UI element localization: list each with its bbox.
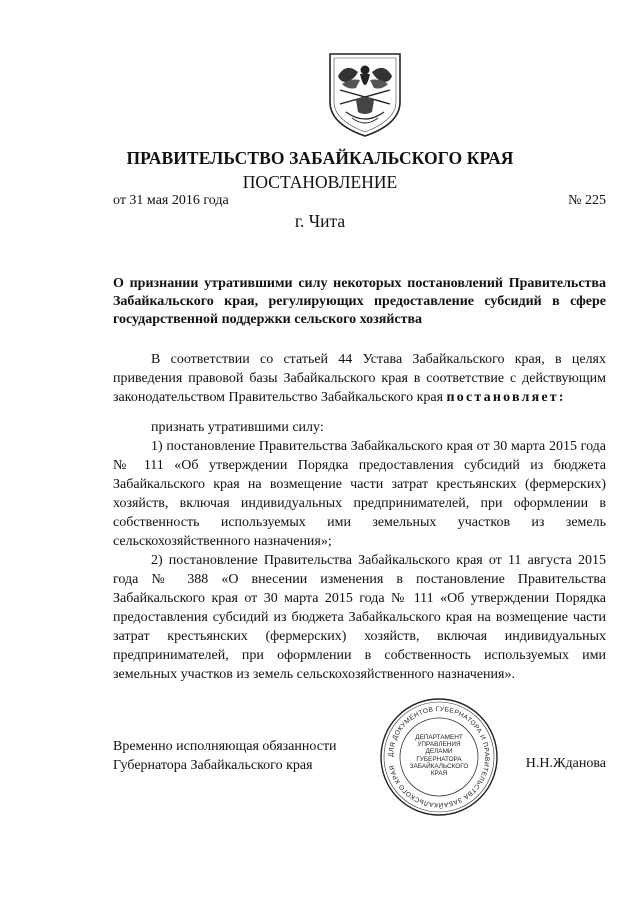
resolution-item-2: 2) постановление Правительства Забайкальского края от 11 августа 2015 года № 388 «О внесении изменения в постановление Правительства Забайкальского края от 30 марта 2015 года № 111 «Об утверждении Порядка предоставления субсидий из бюджета Забайкальского края на возмещение части затрат крестьянских (фермерских) хозяйств, включая индивидуальных предпринимателей, при оформлении в собственность используемых ими земельных участков из земель сельскохозяйственного назначения». xyxy=(113,553,606,682)
signer-name: Н.Н.Жданова xyxy=(525,756,606,771)
signer-position xyxy=(113,737,337,775)
official-seal-icon xyxy=(378,696,500,818)
seal-ring-text: ДЛЯ ДОКУМЕНТОВ ГУБЕРНАТОРА И ПРАВИТЕЛЬСТВА ЗАБАЙКАЛЬСКОГО КРАЯ xyxy=(387,705,491,809)
resolution-intro: признать утратившими силу: xyxy=(151,420,324,435)
seal-line: ДЕЛАМИ xyxy=(425,748,453,756)
document-date: от 31 мая 2016 года xyxy=(113,193,229,208)
document-number: № 225 xyxy=(568,193,606,208)
government-title: ПРАВИТЕЛЬСТВО ЗАБАЙКАЛЬСКОГО КРАЯ xyxy=(126,148,514,168)
resolves-word: постановляет: xyxy=(446,390,566,405)
seal-line: УПРАВЛЕНИЯ xyxy=(417,741,461,749)
resolution-item-1: 1) постановление Правительства Забайкальского края от 30 марта 2015 года № 111 «Об утверждении Порядка предоставления субсидий из бюджета Забайкальского края на возмещение части затрат крестьянских (фермерских) хозяйств, включая индивидуальных предпринимателей, при оформлении в собственность используемых ими земельных участков из земель сельскохозяйственного назначения»; xyxy=(113,439,606,549)
document-city: г. Чита xyxy=(294,211,346,231)
document-body xyxy=(113,350,606,684)
seal-center-text xyxy=(378,734,500,777)
seal-line: ДЕПАРТАМЕНТ xyxy=(415,734,463,741)
seal-line: ГУБЕРНАТОРА xyxy=(416,755,462,763)
seal-line: ЗАБАЙКАЛЬСКОГО xyxy=(409,762,469,770)
preamble xyxy=(113,350,606,407)
coat-of-arms-icon xyxy=(326,50,404,138)
document-subject: О признании утратившими силу некоторых постановлений Правительства Забайкальского края, регулирующих предоставление субсидий в сфере государственной поддержки сельского хозяйства xyxy=(113,276,606,327)
document-type: ПОСТАНОВЛЕНИЕ xyxy=(242,172,398,192)
signer-position-line-1: Временно исполняющая обязанности xyxy=(113,739,337,754)
signer-position-line-2: Губернатора Забайкальского края xyxy=(113,758,313,773)
seal-line: КРАЯ xyxy=(430,770,448,778)
preamble-text: В соответствии со статьей 44 Устава Забайкальского края, в целях приведения правовой базы Забайкальского края в соответствие с действующим законодательством Правительство Забайкальского края xyxy=(113,352,606,405)
